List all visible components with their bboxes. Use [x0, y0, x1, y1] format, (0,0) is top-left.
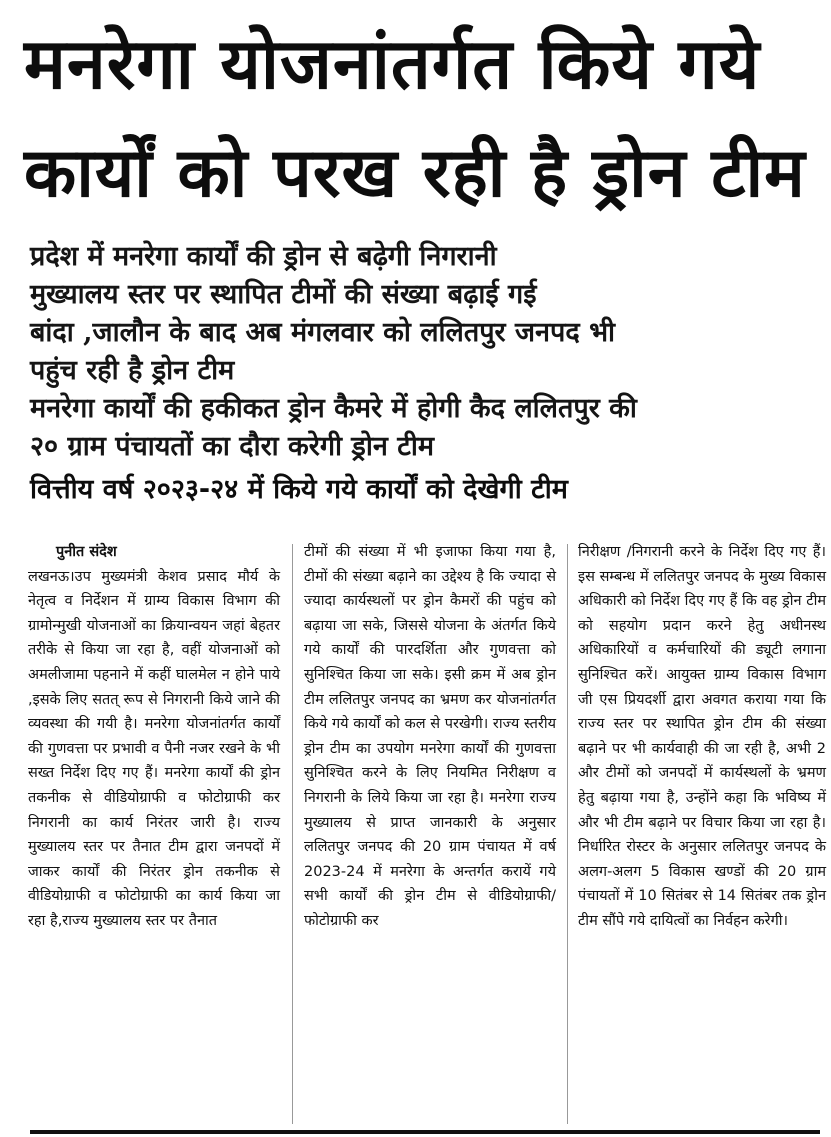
article-body: [28, 540, 828, 1130]
article-column-3: [578, 540, 826, 934]
column-divider: [292, 544, 293, 1124]
deck-headlines: [30, 238, 820, 510]
bottom-rule: [30, 1130, 820, 1134]
article-text-col2: टीमों की संख्या में भी इजाफा किया गया है, टीमों की संख्या बढ़ाने का उद्देश्य है कि ज्यादा से ज्यादा कार्यस्थलों पर ड्रोन कैमरों की पहुंच को बढ़ाया जा सके, जिससे योजना के अंतर्गत किये गये कार्यों की पारदर्शिता और गुणवत्ता को सुनिश्चित किया जा सके। इसी क्रम में अब ड्रोन टीम ललितपुर जनपद का भ्रमण कर योजनांतर्गत किये गये कार्यों को कल से परखेगी। राज्य स्तरीय ड्रोन टीम का उपयोग मनरेगा कार्यों की गुणवत्ता सुनिश्चित करने के लिए नियमित निरीक्षण व निगरानी के लिये किया जा रहा है। मनरेगा राज्य मुख्यालय से प्राप्त जानकारी के अनुसार ललितपुर जनपद की 20 ग्राम पंचायत में वर्ष 2023-24 में मनरेगा के अन्तर्गत करायें गये सभी कार्यों की ड्रोन टीम से वीडियोग्राफी/ फोटोग्राफी कर: [304, 544, 556, 929]
article-column-1: [28, 540, 280, 934]
article-column-2: [304, 540, 556, 934]
deck-line: मुख्यालय स्तर पर स्थापित टीमों की संख्या बढ़ाई गई: [30, 279, 537, 310]
deck-line: प्रदेश में मनरेगा कार्यों की ड्रोन से बढ़ेगी निगरानी: [30, 241, 497, 272]
article-text-col3: निरीक्षण /निगरानी करने के निर्देश दिए गए हैं। इस सम्बन्ध में ललितपुर जनपद के मुख्य विकास अधिकारी को निर्देश दिए गए हैं कि वह ड्रोन टीम को सहयोग प्रदान करने हेतु अधीनस्थ अधिकारियों व कर्मचारियों की ड्यूटी लगाना सुनिश्चित करें। आयुक्त ग्राम्य विकास विभाग जी एस प्रियदर्शी द्वारा अवगत कराया गया कि राज्य स्तर पर स्थापित ड्रोन टीम की संख्या बढ़ाने पर भी कार्यवाही की जा रही है, अभी 2 और टीमों को जनपदों में कार्यस्थलों के भ्रमण हेतु बढ़ाया गया है, उन्होंने कहा कि भविष्य में और भी टीम बढ़ाने पर विचार किया जा रहा है।निर्धारित रोस्टर के अनुसार ललितपुर जनपद के अलग-अलग 5 विकास खण्डों की 20 ग्राम पंचायतों में 10 सितंबर से 14 सितंबर तक ड्रोन टीम सौंपे गये दायित्वों का निर्वहन करेगी।: [578, 544, 826, 929]
deck-line: मनरेगा कार्यों की हकीकत ड्रोन कैमरे में होगी कैद ललितपुर की: [30, 393, 637, 424]
column-divider: [567, 544, 568, 1124]
headline-line-1: मनरेगा योजनांतर्गत किये गये: [24, 23, 761, 105]
headline-line-2: कार्यों को परख रही है ड्रोन टीम: [24, 134, 806, 213]
article-text-col1: लखनऊ।उप मुख्यमंत्री केशव प्रसाद मौर्य के नेतृत्व व निर्देशन में ग्राम्य विकास विभाग की ग्रामोन्मुखी योजनाओं का क्रियान्वयन जहां बेहतर तरीके से किया जा रहा है, वहीं योजनाओं को अमलीजामा पहनाने में कहीं घालमेल न होने पाये ,इसके लिए सतत् रूप से निगरानी किये जाने की व्यवस्था की गयी है। मनरेगा योजनांतर्गत कार्यों की गुणवत्ता पर प्रभावी व पैनी नजर रखने के भी सख्त निर्देश दिए गए हैं। मनरेगा कार्यों की ड्रोन तकनीक से वीडियोग्राफी व फोटोग्राफी कर निगरानी का कार्य निरंतर जारी है। राज्य मुख्यालय स्तर पर तैनात टीम द्वारा जनपदों में जाकर कार्यों की निरंतर ड्रोन तकनीक से वीडियोग्राफी व फोटोग्राफी का कार्य किया जा रहा है,राज्य मुख्यालय स्तर पर तैनात: [28, 568, 280, 929]
deck-line: २० ग्राम पंचायतों का दौरा करेगी ड्रोन टीम: [30, 431, 435, 462]
deck-line: बांदा ,जालौन के बाद अब मंगलवार को ललितपुर जनपद भी: [30, 317, 616, 348]
deck-line-final: वित्तीय वर्ष २०२३-२४ में किये गये कार्यों को देखेगी टीम: [30, 474, 568, 505]
byline: पुनीत संदेश: [56, 544, 117, 560]
deck-line: पहुंच रही है ड्रोन टीम: [30, 355, 235, 386]
